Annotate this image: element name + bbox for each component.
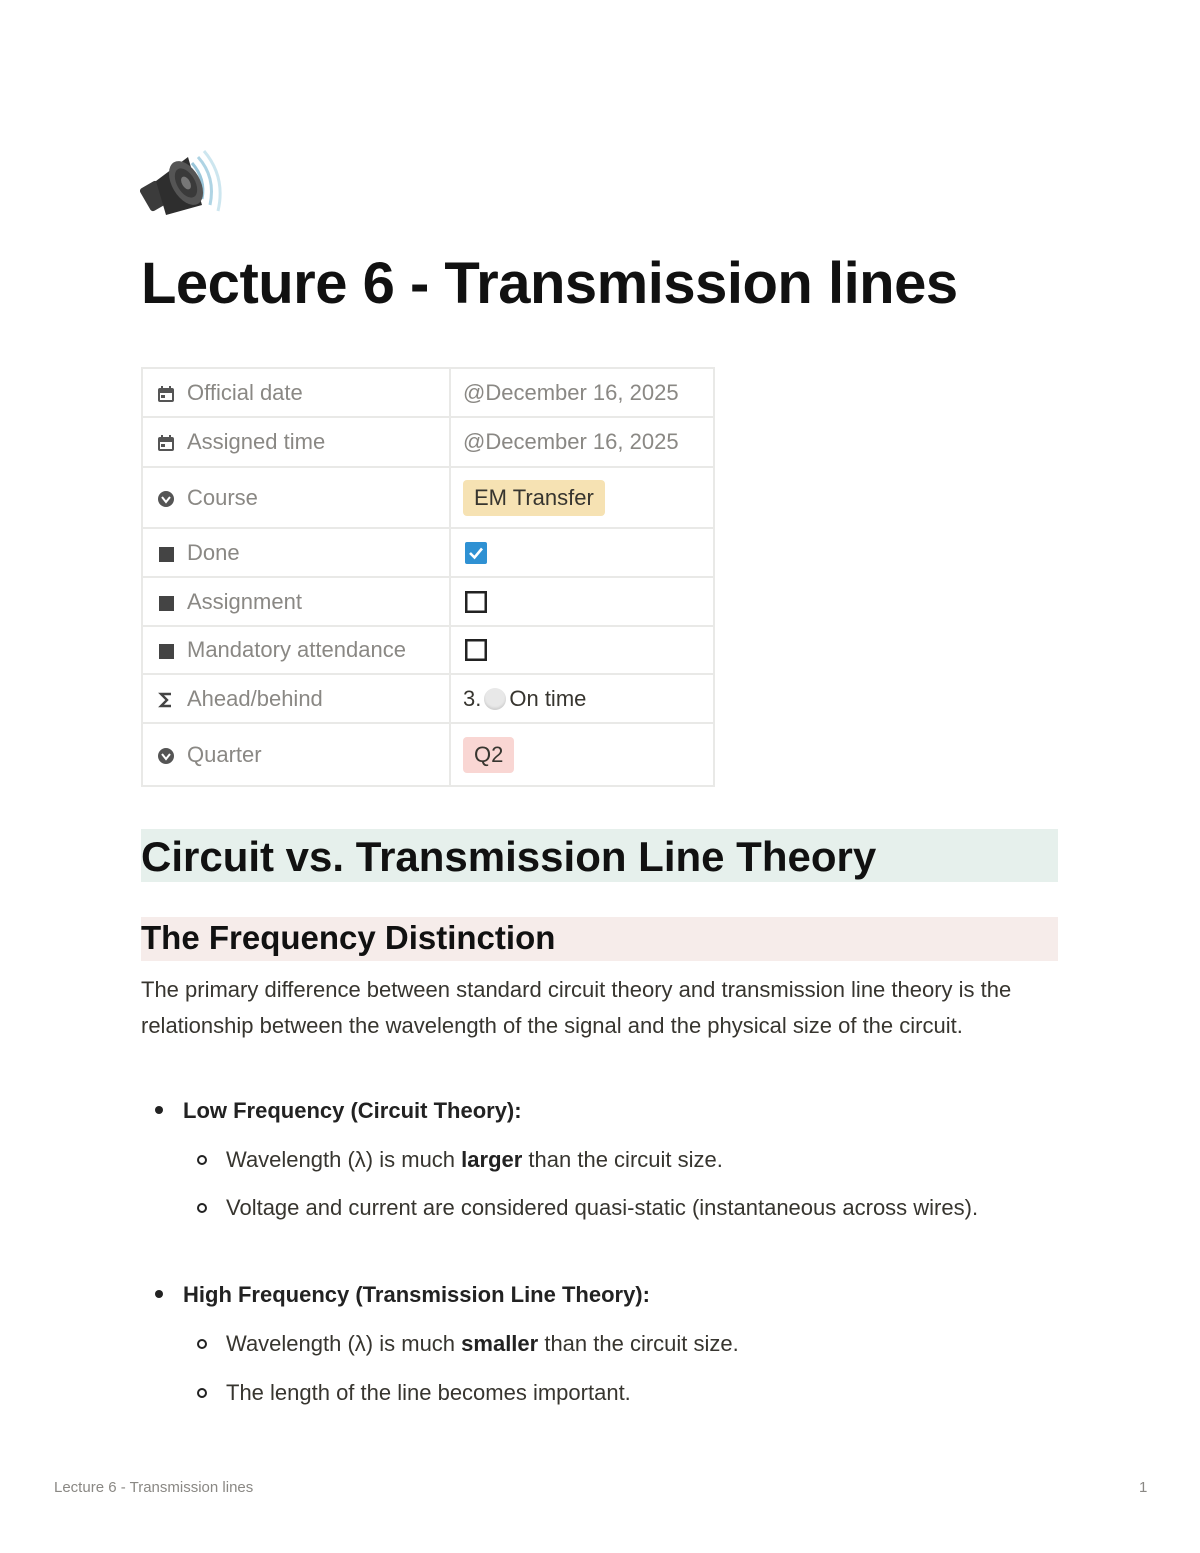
formula-icon [157, 691, 175, 709]
list-item: Voltage and current are considered quasi-static (instantaneous across wires). [226, 1195, 979, 1220]
select-icon [157, 747, 175, 765]
property-row [142, 368, 714, 417]
bullet-dot [155, 1106, 163, 1114]
property-key: Assignment [187, 588, 302, 614]
property-key: Quarter [187, 741, 262, 767]
property-row [142, 674, 714, 723]
property-row [142, 577, 714, 626]
sub-bullet-dot [197, 1155, 207, 1165]
select-icon [157, 490, 175, 508]
course-tag[interactable]: EM Transfer [463, 480, 605, 516]
list-item: The length of the line becomes important. [226, 1380, 631, 1405]
checkbox-prop-icon [157, 545, 175, 563]
done-checkbox[interactable] [465, 542, 487, 564]
property-key: Course [187, 484, 258, 510]
property-row [142, 528, 714, 577]
list-item [183, 1277, 650, 1312]
list-item: Wavelength (λ) is much larger than the circuit size. [226, 1147, 723, 1172]
checkbox-prop-icon [157, 594, 175, 612]
quarter-tag[interactable]: Q2 [463, 737, 514, 773]
assignment-checkbox[interactable] [465, 591, 487, 613]
heading-1: Circuit vs. Transmission Line Theory [141, 829, 1058, 882]
property-key: Mandatory attendance [187, 637, 406, 662]
bullet-label: Low Frequency (Circuit Theory): [183, 1098, 522, 1123]
checkbox-prop-icon [157, 642, 175, 660]
list-item: Wavelength (λ) is much smaller than the circuit size. [226, 1331, 739, 1356]
date-value[interactable]: @December 16, 2025 [463, 379, 679, 405]
property-key: Assigned time [187, 429, 326, 454]
formula-prefix: 3. [463, 685, 482, 711]
footer-title: Lecture 6 - Transmission lines [54, 1479, 254, 1496]
heading-2: The Frequency Distinction [141, 917, 1058, 961]
property-key: Official date [187, 379, 303, 405]
page-number: 1 [1139, 1479, 1148, 1496]
property-key: Done [187, 539, 240, 565]
property-row [142, 467, 714, 528]
sub-bullet-dot [197, 1203, 207, 1213]
calendar-icon [157, 385, 175, 403]
bullet-dot [155, 1290, 163, 1298]
formula-value: On time [509, 685, 587, 711]
speaker-icon [140, 143, 226, 229]
white-circle-icon [484, 688, 506, 710]
sub-bullet-dot [197, 1388, 207, 1398]
property-row [142, 723, 714, 786]
list-item [183, 1093, 522, 1128]
page-title: Lecture 6 - Transmission lines [141, 251, 958, 316]
sub-bullet-dot [197, 1339, 207, 1349]
property-row [142, 417, 714, 467]
property-row [142, 626, 714, 674]
mandatory-attendance-checkbox[interactable] [465, 639, 487, 661]
paragraph: The primary difference between standard circuit theory and transmission line theory is the relationship between the wavelength of the signal and the physical size of the circuit. [141, 977, 1012, 1038]
properties-table [141, 367, 715, 787]
calendar-icon [157, 434, 175, 452]
bullet-label: High Frequency (Transmission Line Theory): [183, 1282, 650, 1307]
date-value[interactable]: @December 16, 2025 [463, 429, 679, 454]
property-key: Ahead/behind [187, 685, 323, 711]
